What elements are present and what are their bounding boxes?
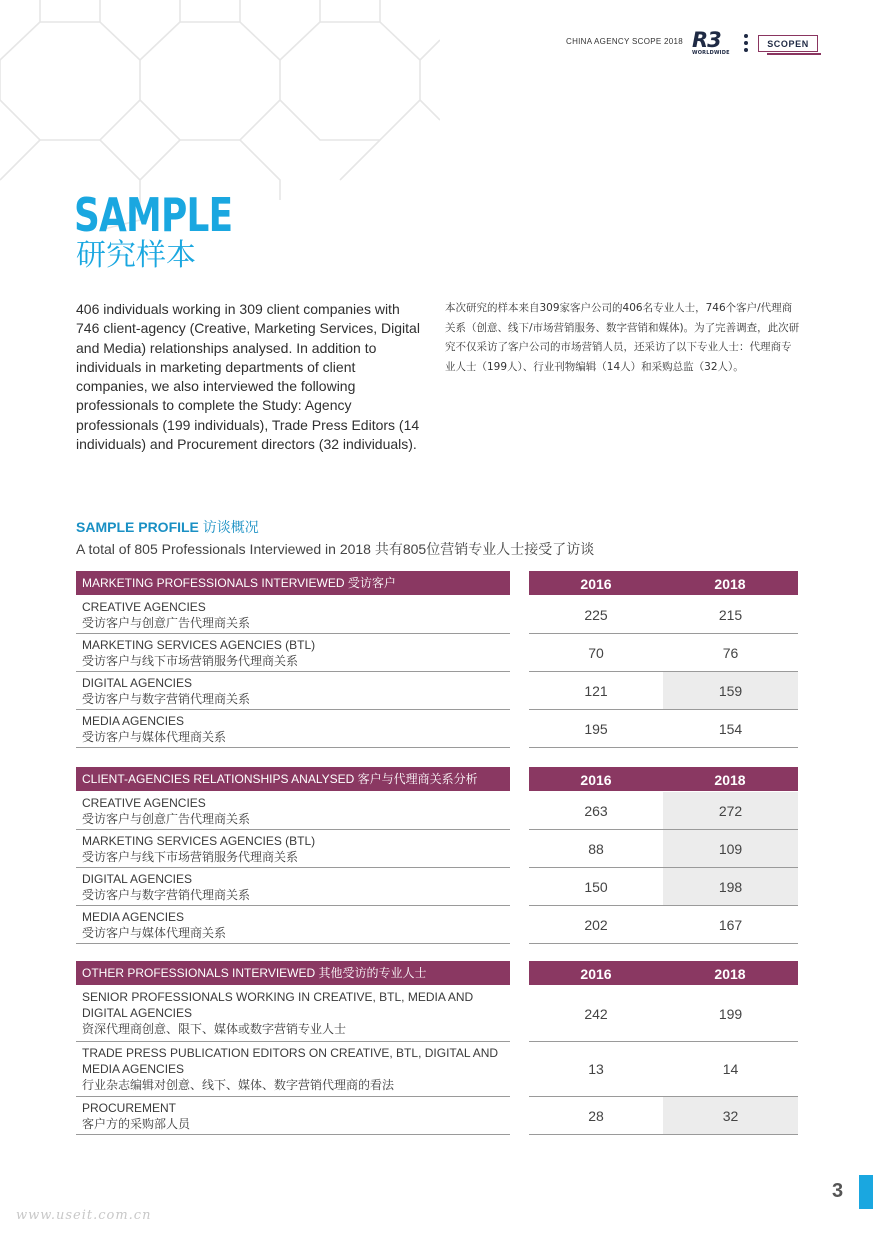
- value-2018: 159: [663, 672, 798, 710]
- value-2018: 215: [663, 596, 798, 634]
- table-row: [76, 906, 798, 944]
- page-title: SAMPLE: [74, 188, 233, 242]
- watermark: www.useit.com.cn: [16, 1208, 152, 1223]
- page-number-accent-bar: [859, 1175, 873, 1209]
- year-header: [529, 961, 798, 985]
- section-heading: MARKETING PROFESSIONALS INTERVIEWED 受访客户: [76, 571, 510, 595]
- row-label-en: PROCUREMENT: [82, 1101, 177, 1115]
- value-2018: 109: [663, 830, 798, 868]
- row-label-cn: 受访客户与创意广告代理商关系: [82, 812, 251, 826]
- row-label-en: DIGITAL AGENCIES: [82, 872, 193, 886]
- row-label-cn: 受访客户与媒体代理商关系: [82, 730, 227, 744]
- table-row: [76, 792, 798, 830]
- value-2016: 195: [529, 710, 663, 748]
- r3-logo: [692, 28, 740, 59]
- table-row: [76, 986, 798, 1042]
- table-row: [76, 868, 798, 906]
- value-2018: 199: [663, 986, 798, 1042]
- row-label-en: TRADE PRESS PUBLICATION EDITORS ON CREATIVE, BTL, DIGITAL AND MEDIA AGENCIES: [82, 1046, 499, 1076]
- table-row: [76, 710, 798, 748]
- row-label-cn: 受访客户与数字营销代理商关系: [82, 692, 251, 706]
- value-2016: 225: [529, 596, 663, 634]
- value-2016: 202: [529, 906, 663, 944]
- value-2016: 88: [529, 830, 663, 868]
- col-2016: 2016: [580, 966, 612, 982]
- logo-separator-dots: [744, 34, 749, 56]
- report-name: CHINA AGENCY SCOPE 2018: [566, 37, 684, 46]
- col-2016: 2016: [580, 772, 612, 788]
- value-2016: 150: [529, 868, 663, 906]
- sample-profile-heading-cn: 访谈概况: [202, 519, 259, 535]
- row-label-en: CREATIVE AGENCIES: [82, 796, 206, 810]
- r3-logo-mark: R3: [692, 28, 721, 52]
- row-label-en: MEDIA AGENCIES: [82, 714, 185, 728]
- row-label-en: SENIOR PROFESSIONALS WORKING IN CREATIVE, BTL, MEDIA AND DIGITAL AGENCIES: [82, 990, 474, 1020]
- table-row: [76, 672, 798, 710]
- section-heading: OTHER PROFESSIONALS INTERVIEWED 其他受访的专业人士: [76, 961, 510, 985]
- col-2018: 2018: [714, 576, 746, 592]
- section-heading: CLIENT-AGENCIES RELATIONSHIPS ANALYSED 客户与代理商关系分析: [76, 767, 510, 791]
- value-2018: 167: [663, 906, 798, 944]
- table-row: [76, 596, 798, 634]
- row-label-cn: 资深代理商创意、限下、媒体或数字营销专业人士: [82, 1022, 347, 1036]
- row-label-en: DIGITAL AGENCIES: [82, 676, 193, 690]
- value-2018: 272: [663, 792, 798, 830]
- row-label-en: MARKETING SERVICES AGENCIES (BTL): [82, 638, 316, 652]
- row-label-cn: 客户方的采购部人员: [82, 1117, 191, 1131]
- row-label-cn: 行业杂志编辑对创意、线下、媒体、数字营销代理商的看法: [82, 1078, 395, 1092]
- value-2016: 242: [529, 986, 663, 1042]
- table-row: [76, 634, 798, 672]
- intro-paragraph-cn: 本次研究的样本来自309家客户公司的406名专业人士，746个客户/代理商关系（创意、线下/市场营销服务、数字营销和媒体)。为了完善调查，此次研究不仅采访了客户公司的市场营销人员，还采访了以下专业人士：代理商专业人士（199人）、行业刊物编辑（14人）和采购总监（32人）。: [445, 302, 800, 373]
- row-label-en: MARKETING SERVICES AGENCIES (BTL): [82, 834, 316, 848]
- row-label-cn: 受访客户与线下市场营销服务代理商关系: [82, 850, 299, 864]
- row-label-cn: 受访客户与创意广告代理商关系: [82, 616, 251, 630]
- value-2016: 263: [529, 792, 663, 830]
- year-header: [529, 571, 798, 595]
- row-label-cn: 受访客户与线下市场营销服务代理商关系: [82, 654, 299, 668]
- table-row: [76, 830, 798, 868]
- intro-paragraph-en: 406 individuals working in 309 client companies with 746 client-agency (Creative, Marketing Services, Digital and Media) relationships analysed. In addition to individuals in marketing departments of client companies, we also interviewed the following professionals to complete the Study: Agency professionals (199 individuals), Trade Press Editors (14 individuals) and Procurement directors (32 individuals).: [76, 301, 420, 453]
- table-row: [76, 1042, 798, 1097]
- value-2016: 28: [529, 1097, 663, 1135]
- page-number: 3: [832, 1180, 844, 1202]
- value-2018: 198: [663, 868, 798, 906]
- row-label-cn: 受访客户与数字营销代理商关系: [82, 888, 251, 902]
- sample-profile-heading: [76, 517, 259, 537]
- year-header: [529, 767, 798, 791]
- scopen-logo: SCOPEN: [758, 35, 818, 52]
- value-2016: 121: [529, 672, 663, 710]
- sample-profile-subtitle: A total of 805 Professionals Interviewed in 2018 共有805位营销专业人士接受了访谈: [76, 541, 595, 557]
- row-label-en: MEDIA AGENCIES: [82, 910, 185, 924]
- col-2016: 2016: [580, 576, 612, 592]
- col-2018: 2018: [714, 772, 746, 788]
- r3-logo-sub: WORLDWIDE: [692, 50, 730, 56]
- sample-profile-heading-en: SAMPLE PROFILE: [76, 519, 199, 535]
- row-label-cn: 受访客户与媒体代理商关系: [82, 926, 227, 940]
- col-2018: 2018: [714, 966, 746, 982]
- value-2016: 13: [529, 1042, 663, 1097]
- value-2016: 70: [529, 634, 663, 672]
- value-2018: 14: [663, 1042, 798, 1097]
- value-2018: 76: [663, 634, 798, 672]
- row-label-en: CREATIVE AGENCIES: [82, 600, 206, 614]
- value-2018: 154: [663, 710, 798, 748]
- value-2018: 32: [663, 1097, 798, 1135]
- page-title-cn: 研究样本: [76, 238, 196, 273]
- table-row: [76, 1097, 798, 1135]
